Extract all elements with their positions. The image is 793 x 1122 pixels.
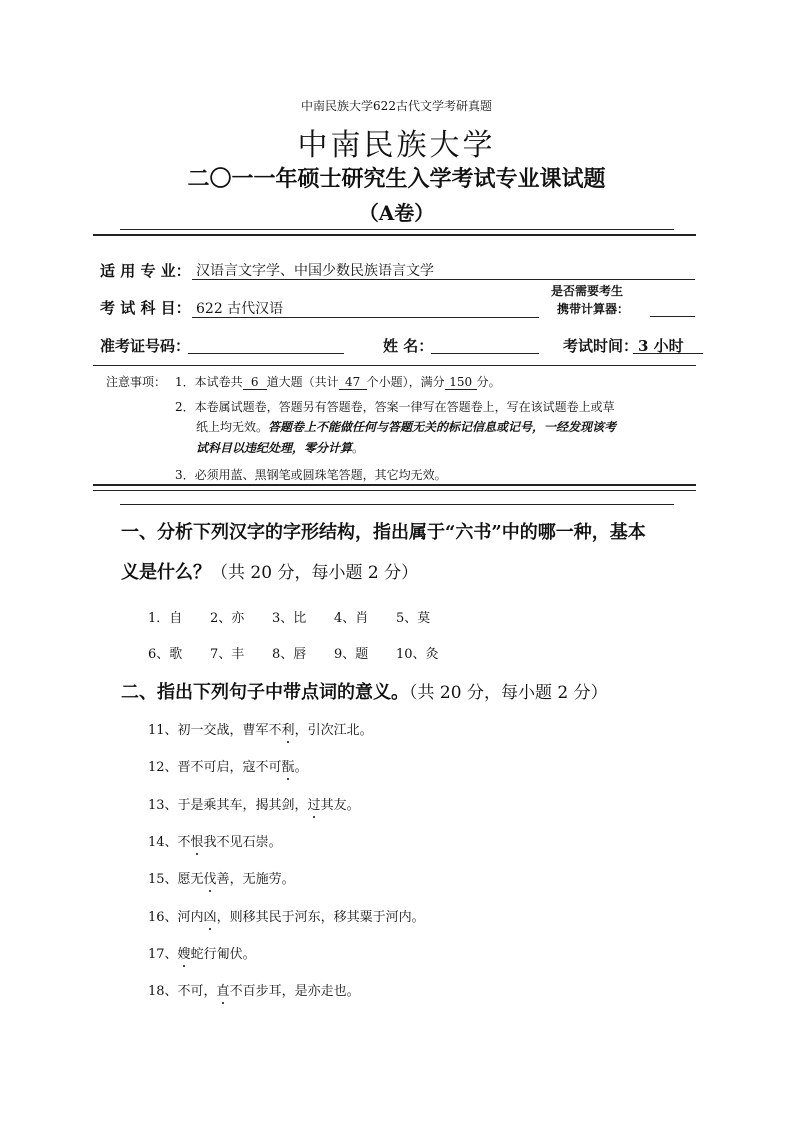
dotted-word: 凶 [203, 910, 217, 925]
subject-underline [192, 317, 539, 318]
sentence-text: 17、 [148, 947, 178, 962]
char-item: 4、肖 [334, 611, 369, 626]
calculator-label-line1: 是否需要考生 [551, 284, 624, 298]
title-divider-thick [93, 234, 696, 236]
exam-title: 二〇一一年硕士研究生入学考试专业课试题 [187, 166, 606, 192]
subject-label: 考 试 科 目： [100, 299, 191, 317]
major-underline [192, 279, 695, 280]
sentence-text: ，引次江北。 [294, 723, 373, 738]
notice-1-pre: 1．本试卷共 [175, 375, 243, 389]
sentence-item [148, 719, 373, 738]
notice-item-3: 3．必须用蓝、黑钢笔或圆珠笔答题，其它均无效。 [175, 468, 447, 482]
subquestion-count: 47 [339, 375, 367, 390]
calculator-answer-field[interactable] [650, 316, 695, 317]
sentence-item [148, 831, 282, 850]
paper-label: （A卷） [358, 201, 435, 225]
notice-1-mid1: 道大题（共计 [266, 375, 339, 389]
exam-time-value: 3 小时 [638, 337, 684, 355]
sentence-item [148, 794, 360, 813]
notice-item-1 [175, 373, 501, 390]
calculator-label-line2: 携带计算器： [557, 302, 630, 316]
sentence-text: 。 [294, 760, 308, 775]
section1-title-line2 [121, 558, 418, 584]
notice-divider-thick [93, 484, 696, 486]
sentence-item [148, 868, 295, 887]
subject-value: 622 古代汉语 [196, 301, 284, 317]
exam-time-label: 考试时间： [563, 337, 639, 355]
notice-2-warning-end: 试科目以违纪处理，零分计算 [196, 441, 353, 455]
sentence-text: 12、晋不可启，寇不可 [148, 760, 282, 775]
notice-title: 注意事项： [106, 375, 167, 389]
notice-1-mid2: 个小题），满分 [366, 375, 445, 389]
university-name: 中南民族大学 [297, 128, 496, 163]
char-item: 7、丰 [210, 647, 245, 662]
dotted-word: 嫂 [177, 947, 191, 962]
sentence-text: 11、初一交战，曹军不 [148, 723, 282, 738]
char-item: 1．自 [148, 611, 183, 626]
header-note: 中南民族大学622古代文学考研真题 [301, 99, 492, 113]
char-item: 2、亦 [210, 611, 245, 626]
dotted-word: 翫 [281, 760, 295, 775]
notice-2-b: 纸上均无效。 [196, 420, 269, 434]
total-score: 150 [445, 375, 477, 390]
exam-time-underline [633, 353, 703, 354]
sentence-text: 18、不可， [148, 984, 217, 999]
sentence-text: 善，无施劳。 [216, 872, 295, 887]
title-divider-thin [120, 229, 674, 230]
dotted-word: 直 [216, 984, 230, 999]
sentence-text: 蛇行匍伏。 [190, 947, 256, 962]
sentence-text: 不百步耳，是亦走也。 [229, 984, 360, 999]
sentence-text: 13、于是乘其车，揭其剑， [148, 798, 308, 813]
section2-title-text: 二、指出下列句子中带点词的意义。 [121, 682, 409, 703]
section2-points: （共 20 分，每小题 2 分） [409, 683, 608, 703]
admission-number-field[interactable] [188, 353, 344, 354]
char-item: 5、莫 [396, 611, 431, 626]
dotted-word: 过 [307, 798, 321, 813]
char-item: 6、歌 [148, 647, 183, 662]
sentence-text: 14、不 [148, 835, 191, 850]
notice-item-2-line2 [196, 418, 616, 435]
section1-title-line1: 一、分析下列汉字的字形结构，指出属于“六书”中的哪一种，基本 [121, 522, 646, 543]
section1-title-question: 义是什么？ [121, 562, 211, 583]
notice-1-post: 分。 [476, 375, 501, 389]
admission-number-label: 准考证号码： [100, 337, 191, 355]
section2-title [121, 678, 608, 704]
section-top-rule [120, 504, 674, 505]
char-item: 9、题 [334, 647, 369, 662]
section1-points: （共 20 分，每小题 2 分） [211, 563, 419, 583]
notice-item-2-line3 [196, 439, 364, 456]
dotted-word: 伐 [203, 872, 217, 887]
char-item: 8、唇 [272, 647, 307, 662]
major-value: 汉语言文字学、中国少数民族语言文学 [196, 263, 434, 279]
notice-2-warning: 答题卷上不能做任何与答题无关的标记信息或记号，一经发现该考 [268, 420, 617, 434]
notice-divider-thin [93, 490, 696, 491]
notice-item-2-line1: 2．本卷属试题卷，答题另有答题卷，答案一律写在答题卷上，写在该试题卷上或草 [175, 400, 615, 414]
notice-2-period: 。 [352, 441, 365, 455]
sentence-item [148, 906, 425, 925]
name-label: 姓 名： [383, 337, 434, 355]
sentence-item [148, 980, 360, 999]
sentence-text: ，则移其民于河东，移其粟于河内。 [216, 910, 425, 925]
sentence-text: 15、愿无 [148, 872, 204, 887]
form-divider [93, 365, 696, 366]
sentence-text: 其友。 [320, 798, 360, 813]
dotted-word: 利 [281, 723, 295, 738]
sentence-item [148, 756, 308, 775]
sentence-text: 我不见石崇。 [203, 835, 282, 850]
question-count: 6 [243, 375, 267, 390]
char-item: 10、灸 [396, 647, 439, 662]
sentence-text: 16、河内 [148, 910, 204, 925]
char-item: 3、比 [272, 611, 307, 626]
major-label: 适 用 专 业： [100, 262, 191, 280]
sentence-item [148, 943, 256, 962]
section1-row1 [148, 607, 458, 626]
dotted-word: 恨 [190, 835, 204, 850]
section1-row2 [148, 643, 458, 662]
name-field[interactable] [431, 353, 539, 354]
